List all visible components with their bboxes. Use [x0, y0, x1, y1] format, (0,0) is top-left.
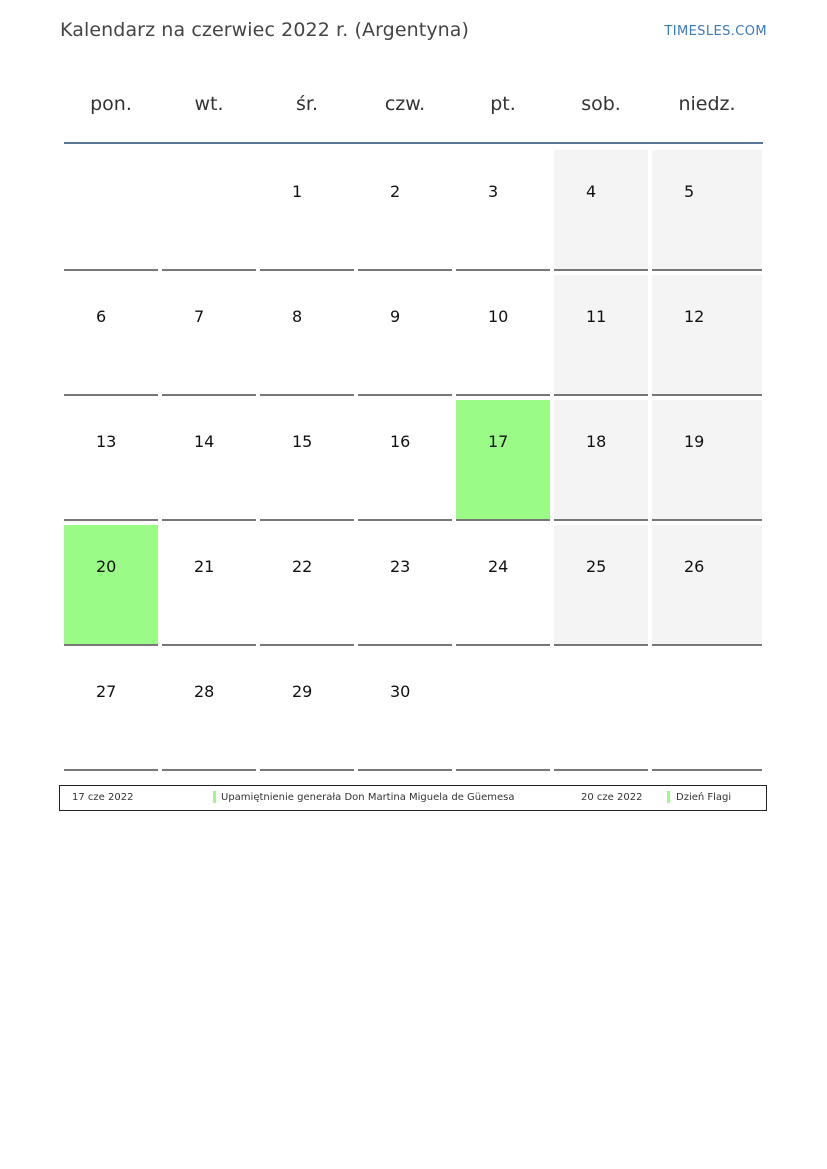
day-number: 29 — [292, 682, 313, 701]
day-cell[interactable] — [64, 525, 158, 646]
day-number: 24 — [488, 557, 509, 576]
day-number: 23 — [390, 557, 411, 576]
header-divider — [64, 142, 763, 144]
day-number: 8 — [292, 307, 303, 326]
day-number: 22 — [292, 557, 313, 576]
day-number: 21 — [194, 557, 215, 576]
weekday-header — [62, 80, 764, 142]
day-number: 2 — [390, 182, 401, 201]
day-cell — [554, 650, 648, 771]
legend-date-1: 17 cze 2022 — [72, 792, 134, 803]
day-number: 15 — [292, 432, 313, 451]
day-cell[interactable] — [456, 400, 550, 521]
day-cell[interactable] — [456, 525, 550, 646]
legend-marker-2 — [667, 791, 670, 803]
day-number: 13 — [96, 432, 117, 451]
day-cell[interactable] — [64, 275, 158, 396]
day-cell[interactable] — [260, 525, 354, 646]
day-number: 3 — [488, 182, 499, 201]
day-cell — [162, 150, 256, 271]
day-cell — [456, 650, 550, 771]
weekday-wed: śr. — [295, 93, 318, 115]
day-number: 14 — [194, 432, 215, 451]
day-cell[interactable] — [162, 525, 256, 646]
day-cell — [64, 150, 158, 271]
day-number: 27 — [96, 682, 117, 701]
day-cell[interactable] — [64, 650, 158, 771]
weekday-sat: sob. — [581, 93, 621, 115]
day-cell[interactable] — [260, 275, 354, 396]
day-cell[interactable] — [260, 150, 354, 271]
day-cell[interactable] — [64, 400, 158, 521]
day-cell[interactable] — [554, 525, 648, 646]
day-number: 20 — [96, 557, 117, 576]
day-number: 16 — [390, 432, 411, 451]
day-cell[interactable] — [358, 275, 452, 396]
day-number: 26 — [684, 557, 705, 576]
day-number: 12 — [684, 307, 705, 326]
weekday-mon: pon. — [90, 93, 132, 115]
day-number: 28 — [194, 682, 215, 701]
legend-marker-1 — [213, 791, 216, 803]
day-number: 11 — [586, 307, 607, 326]
day-cell[interactable] — [358, 150, 452, 271]
holiday-legend — [59, 785, 767, 811]
day-number: 19 — [684, 432, 705, 451]
brand-link[interactable]: TIMESLES.COM — [664, 24, 767, 39]
day-cell[interactable] — [358, 650, 452, 771]
day-cell[interactable] — [652, 525, 762, 646]
day-cell[interactable] — [358, 525, 452, 646]
day-number: 25 — [586, 557, 607, 576]
weekday-fri: pt. — [490, 93, 516, 115]
day-cell[interactable] — [456, 150, 550, 271]
day-cell[interactable] — [554, 400, 648, 521]
day-cell — [652, 650, 762, 771]
day-cell[interactable] — [554, 275, 648, 396]
day-cell[interactable] — [358, 400, 452, 521]
day-cell[interactable] — [652, 275, 762, 396]
day-number: 30 — [390, 682, 411, 701]
day-cell[interactable] — [456, 275, 550, 396]
day-cell[interactable] — [260, 400, 354, 521]
day-number: 5 — [684, 182, 695, 201]
day-number: 9 — [390, 307, 401, 326]
day-cell[interactable] — [652, 150, 762, 271]
day-cell[interactable] — [652, 400, 762, 521]
day-number: 10 — [488, 307, 509, 326]
weekday-tue: wt. — [194, 93, 224, 115]
page-title: Kalendarz na czerwiec 2022 r. (Argentyna) — [60, 19, 470, 41]
day-cell[interactable] — [554, 150, 648, 271]
day-number: 18 — [586, 432, 607, 451]
day-cell[interactable] — [162, 650, 256, 771]
day-number: 6 — [96, 307, 107, 326]
weekday-sun: niedz. — [678, 93, 736, 115]
legend-name-2: Dzień Flagi — [676, 792, 732, 803]
day-cell[interactable] — [162, 275, 256, 396]
day-number: 4 — [586, 182, 597, 201]
legend-name-1: Upamiętnienie generała Don Martina Miguela de Güemesa — [221, 792, 515, 803]
legend-date-2: 20 cze 2022 — [581, 792, 643, 803]
calendar-grid — [64, 150, 764, 771]
day-number: 7 — [194, 307, 205, 326]
day-cell[interactable] — [260, 650, 354, 771]
weekday-thu: czw. — [384, 93, 426, 115]
day-cell[interactable] — [162, 400, 256, 521]
day-number: 17 — [488, 432, 509, 451]
day-number: 1 — [292, 182, 303, 201]
